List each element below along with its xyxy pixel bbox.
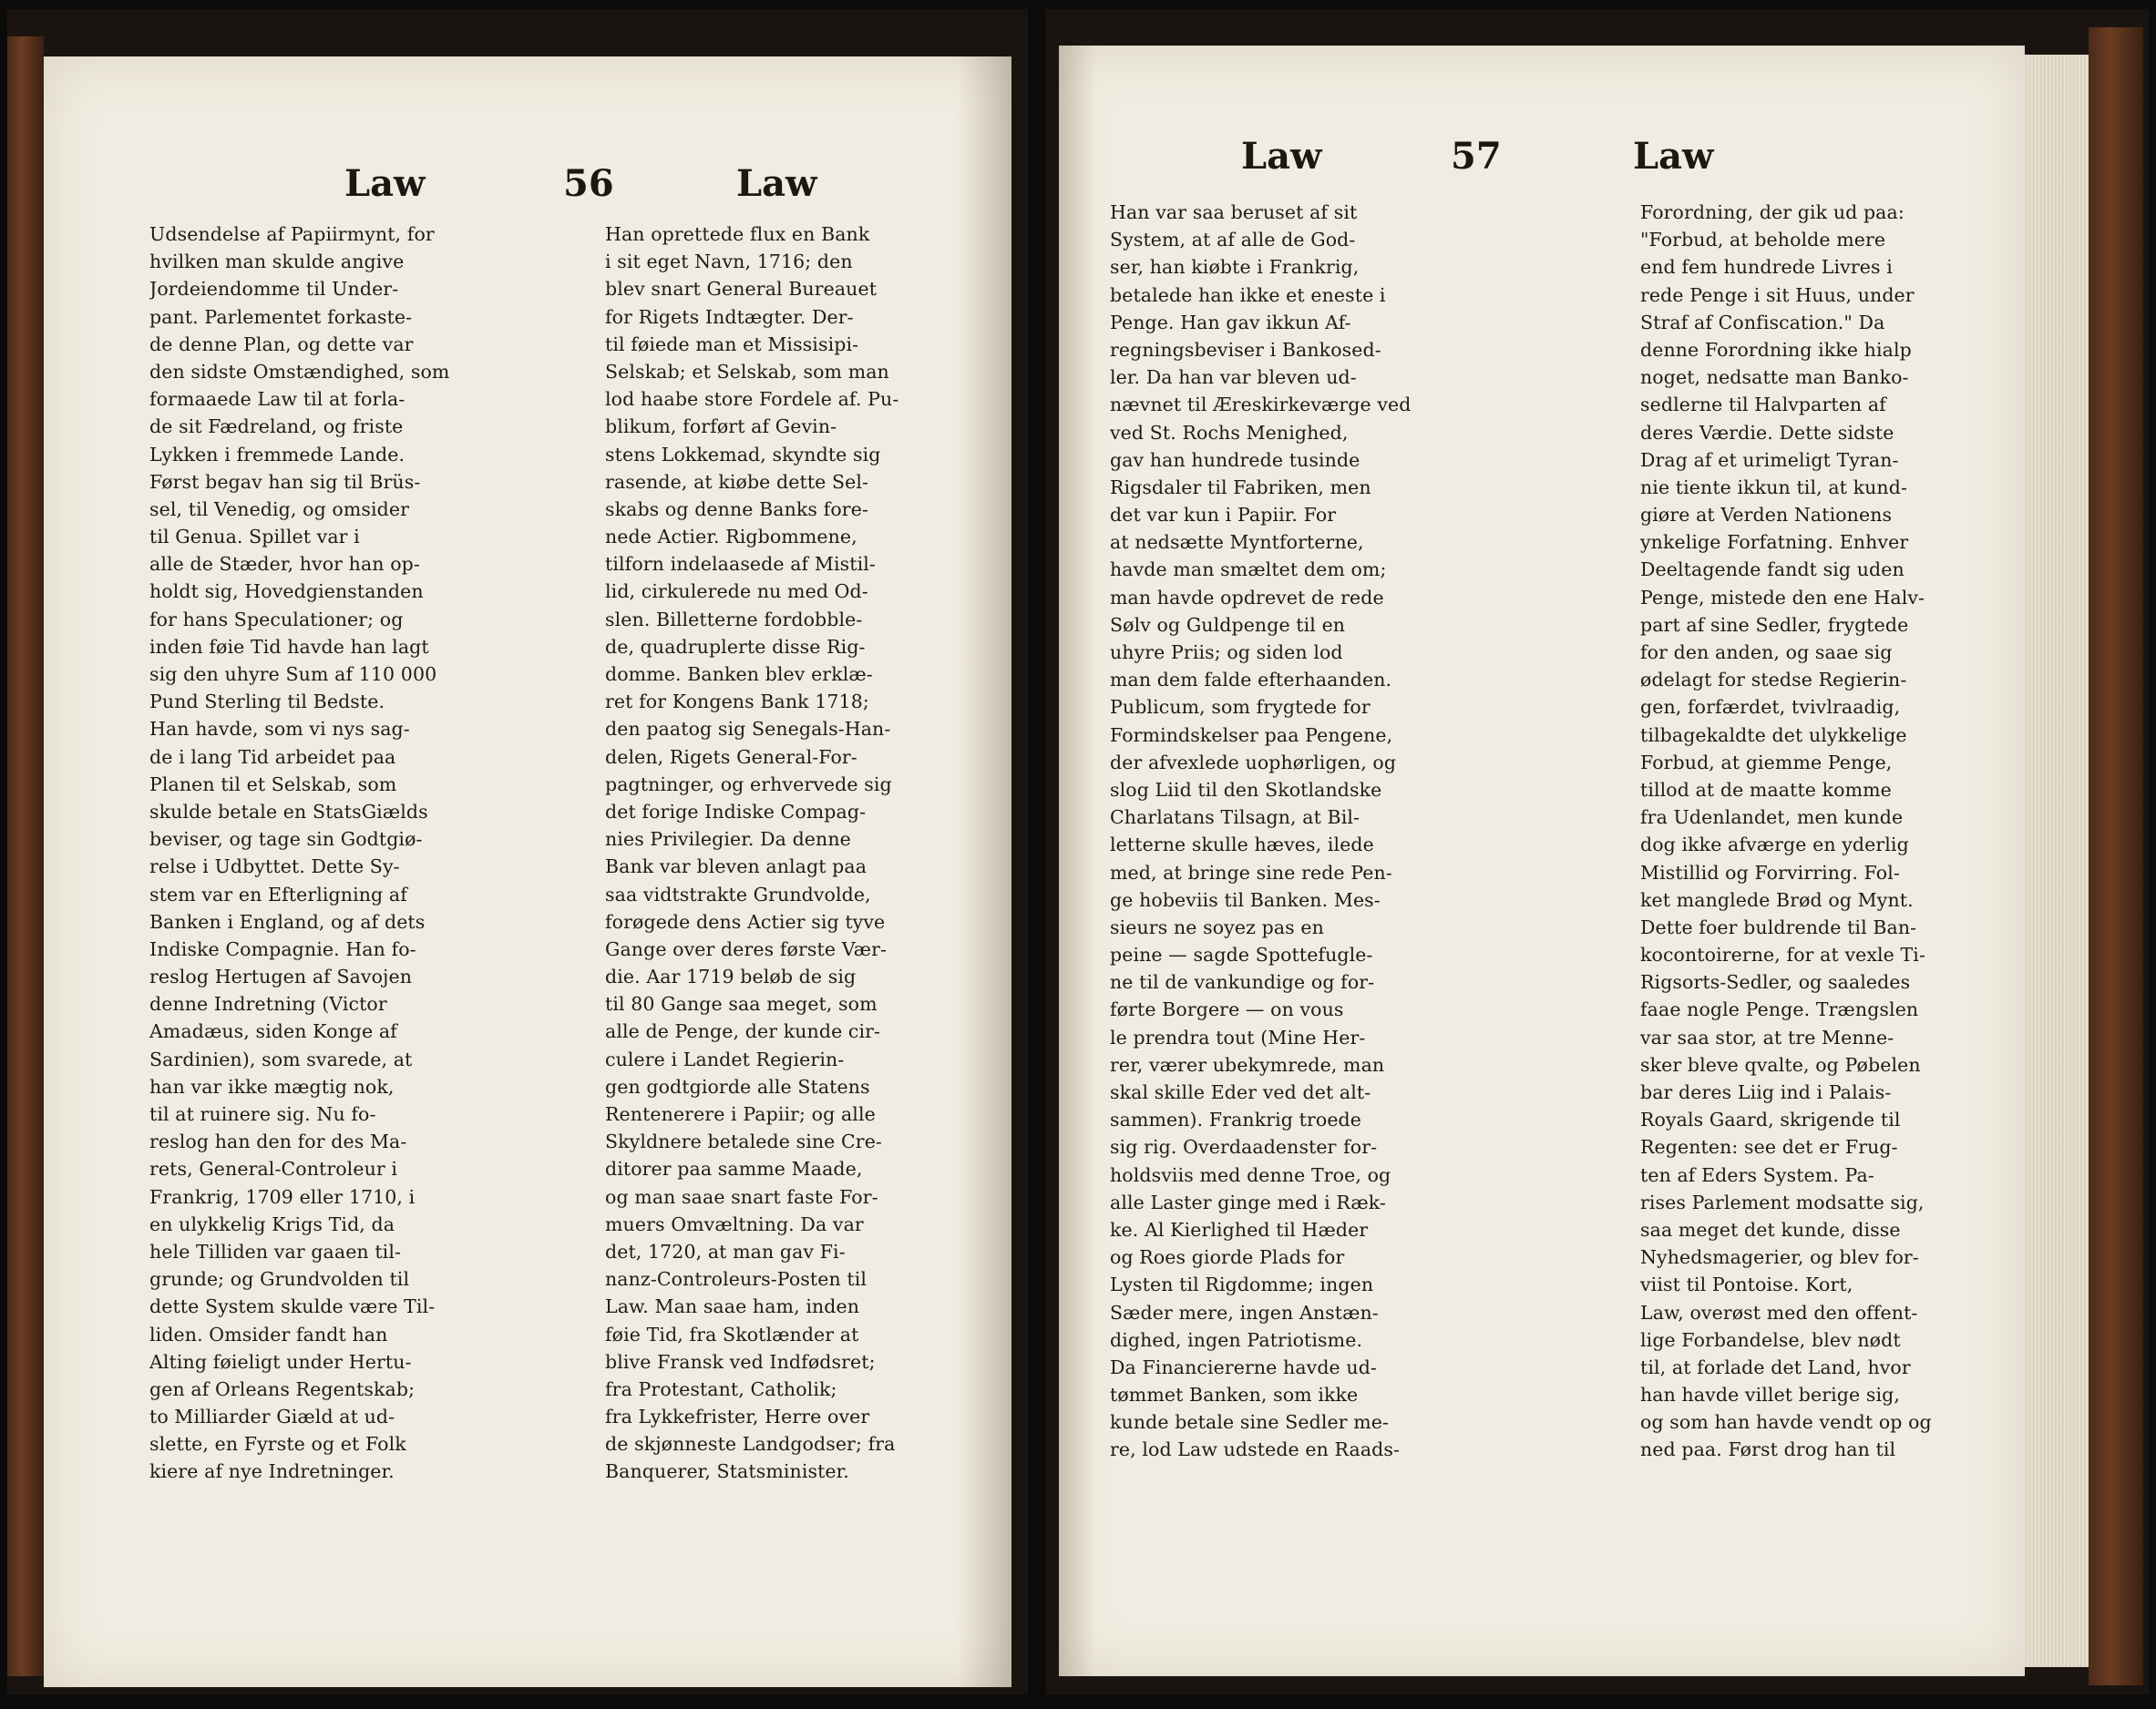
text-line: sel, til Venedig, og omsider (149, 497, 410, 520)
text-line: Forbud, at giemme Penge, (1640, 751, 1893, 773)
text-line: tømmet Banken, som ikke (1110, 1384, 1359, 1407)
text-line: en ulykkelig Krigs Tid, da (149, 1213, 395, 1235)
text-line: lige Forbandelse, blev nødt (1640, 1328, 1901, 1351)
text-line: grunde; og Grundvolden til (149, 1268, 410, 1291)
book-cover-edge (7, 36, 44, 1676)
text-line: beviser, og tage sin Godtgiø- (149, 828, 423, 851)
text-line: saa vidtstrakte Grundvolde, (605, 883, 871, 906)
text-line: System, at af alle de God- (1110, 229, 1356, 251)
text-line: de denne Plan, og dette var (149, 333, 414, 355)
text-line: lod haabe store Fordele af. Pu- (605, 388, 899, 411)
text-line: gen af Orleans Regentskab; (149, 1377, 416, 1400)
text-line: stens Lokkemad, skyndte sig (605, 443, 881, 466)
text-line: giøre at Verden Nationens (1640, 504, 1893, 527)
text-line: uhyre Priis; og siden lod (1110, 641, 1343, 663)
text-line: rets, General-Controleur i (149, 1158, 398, 1181)
text-line: ditorer paa samme Maade, (605, 1158, 863, 1181)
text-line: for Rigets Indtægter. Der- (605, 305, 854, 328)
text-line: lid, cirkulerede nu med Od- (605, 580, 868, 603)
header-left-word: Law (344, 162, 426, 205)
header-left-word: Law (1241, 135, 1322, 178)
text-line: ret for Kongens Bank 1718; (605, 691, 869, 713)
text-line: skulde betale en StatsGiælds (149, 800, 428, 823)
text-line: han havde villet berige sig, (1640, 1384, 1900, 1407)
text-line: letterne skulle hæves, ilede (1110, 834, 1374, 856)
text-line: dette System skulde være Til- (149, 1295, 436, 1318)
text-line: holdsviis med denne Troe, og (1110, 1163, 1391, 1186)
text-line: pant. Parlementet forkaste- (149, 305, 413, 328)
text-line: Dette foer buldrende til Ban- (1640, 916, 1917, 938)
text-line: le prendra tout (Mine Her- (1110, 1026, 1366, 1049)
text-line: ge hobeviis til Banken. Mes- (1110, 888, 1381, 911)
text-line: ket manglede Brød og Mynt. (1640, 888, 1914, 911)
text-line: die. Aar 1719 beløb de sig (605, 966, 857, 988)
text-line: og Roes giorde Plads for (1110, 1246, 1345, 1269)
text-line: Skyldnere betalede sine Cre- (605, 1131, 882, 1153)
text-line: tilbagekaldte det ulykkelige (1640, 723, 1907, 746)
right-page-scan (1046, 9, 2149, 1694)
text-line: liden. Omsider fandt han (149, 1323, 388, 1346)
text-line: fra Protestant, Catholik; (605, 1377, 837, 1400)
text-line: nævnet til Æreskirkeværge ved (1110, 394, 1412, 416)
text-line: det forige Indiske Compag- (605, 800, 867, 823)
text-line: for hans Speculationer; og (149, 608, 404, 630)
text-line: Law. Man saae ham, inden (605, 1295, 860, 1318)
text-line: der afvexlede uophørligen, og (1110, 751, 1397, 773)
text-line: rede Penge i sit Huus, under (1640, 283, 1915, 306)
text-line: han var ikke mægtig nok, (149, 1075, 395, 1098)
text-line: alle de Penge, der kunde cir- (605, 1020, 881, 1043)
text-line: Han var saa beruset af sit (1110, 201, 1358, 223)
text-line: end fem hundrede Livres i (1640, 256, 1893, 279)
text-line: Forordning, der gik ud paa: (1640, 201, 1904, 223)
text-line: reslog Hertugen af Savojen (149, 966, 413, 988)
text-line: Charlatans Tilsagn, at Bil- (1110, 806, 1360, 829)
text-line: sedlerne til Halvparten af (1640, 394, 1886, 416)
text-line: havde man smæltet dem om; (1110, 558, 1387, 581)
text-line: den sidste Omstændighed, som (149, 360, 450, 383)
text-line: Publicum, som frygtede for (1110, 696, 1371, 719)
text-line: forøgede dens Actier sig tyve (605, 910, 886, 933)
left-page (44, 56, 1011, 1687)
text-line: ved St. Rochs Menighed, (1110, 421, 1349, 444)
text-line: culere i Landet Regierin- (605, 1048, 845, 1070)
text-line: nanz-Controleurs-Posten til (605, 1268, 868, 1291)
text-line: førte Borgere — on vous (1110, 998, 1344, 1021)
text-line: Penge. Han gav ikkun Af- (1110, 311, 1351, 333)
text-line: "Forbud, at beholde mere (1640, 229, 1886, 251)
right-page-column-1 (1110, 199, 1474, 1464)
page-number: 56 (563, 162, 614, 205)
text-line: man dem falde efterhaanden. (1110, 669, 1392, 691)
text-line: Penge, mistede den ene Halv- (1640, 586, 1925, 609)
text-line: med, at bringe sine rede Pen- (1110, 861, 1392, 884)
text-line: Rigsorts-Sedler, og saaledes (1640, 971, 1911, 994)
text-line: dighed, ingen Patriotisme. (1110, 1328, 1363, 1351)
text-line: reslog han den for des Ma- (149, 1131, 407, 1153)
text-line: var saa stor, at tre Menne- (1640, 1026, 1894, 1049)
right-page-column-2 (1640, 199, 2005, 1464)
page-number: 57 (1451, 135, 1502, 178)
text-line: sieurs ne soyez pas en (1110, 916, 1324, 938)
text-line: tillod at de maatte komme (1640, 778, 1892, 801)
text-line: blive Fransk ved Indfødsret; (605, 1350, 876, 1373)
text-line: for den anden, og saae sig (1640, 641, 1893, 663)
text-line: saa meget det kunde, disse (1640, 1218, 1901, 1241)
text-line: Selskab; et Selskab, som man (605, 360, 889, 383)
text-line: slette, en Fyrste og et Folk (149, 1433, 406, 1456)
text-line: Udsendelse af Papiirmynt, for (149, 223, 435, 245)
text-line: Jordeiendomme til Under- (149, 278, 399, 301)
text-line: Lykken i fremmede Lande. (149, 443, 406, 466)
text-line: hele Tilliden var gaaen til- (149, 1240, 402, 1263)
left-page-column-2 (605, 220, 974, 1486)
text-line: blikum, forført af Gevin- (605, 415, 837, 438)
text-line: til, at forlade det Land, hvor (1640, 1356, 1911, 1378)
text-line: Regenten: see det er Frug- (1640, 1136, 1898, 1159)
text-line: Alting føieligt under Hertu- (149, 1350, 412, 1373)
left-page-scan (7, 9, 1028, 1694)
page-block-edge (2025, 55, 2089, 1667)
text-line: Han oprettede flux en Bank (605, 223, 870, 245)
text-line: Da Financiererne havde ud- (1110, 1356, 1377, 1378)
text-line: og man saae snart faste For- (605, 1185, 878, 1208)
text-line: slog Liid til den Skotlandske (1110, 778, 1382, 801)
text-line: Bank var bleven anlagt paa (605, 855, 868, 878)
text-line: muers Omvæltning. Da var (605, 1213, 864, 1235)
text-line: stem var en Efterligning af (149, 883, 407, 906)
text-line: føie Tid, fra Skotlænder at (605, 1323, 859, 1346)
text-line: relse i Udbyttet. Dette Sy- (149, 855, 400, 878)
text-line: Først begav han sig til Brüs- (149, 470, 421, 493)
text-line: viist til Pontoise. Kort, (1640, 1274, 1853, 1296)
text-line: denne Indretning (Victor (149, 993, 387, 1016)
text-line: hvilken man skulde angive (149, 251, 405, 273)
text-line: Pund Sterling til Bedste. (149, 691, 385, 713)
text-line: den paatog sig Senegals-Han- (605, 718, 891, 741)
text-line: ned paa. Først drog han til (1640, 1438, 1896, 1461)
text-line: Sølv og Guldpenge til en (1110, 613, 1346, 636)
text-line: Gange over deres første Vær- (605, 937, 888, 960)
text-line: ler. Da han var bleven ud- (1110, 366, 1357, 389)
text-line: Rigsdaler til Fabriken, men (1110, 476, 1371, 498)
text-line: bar deres Liig ind i Palais- (1640, 1081, 1892, 1103)
text-line: peine — sagde Spottefugle- (1110, 944, 1373, 967)
left-page-header (44, 56, 1011, 205)
text-line: alle Laster ginge med i Ræk- (1110, 1191, 1386, 1213)
gutter-shadow (1059, 46, 1095, 1676)
text-line: gen godtgiorde alle Statens (605, 1075, 870, 1098)
header-right-word: Law (1633, 135, 1714, 178)
text-line: Lysten til Rigdomme; ingen (1110, 1274, 1374, 1296)
text-line: de i lang Tid arbeidet paa (149, 745, 396, 768)
text-line: noget, nedsatte man Banko- (1640, 366, 1909, 389)
text-line: de, quadruplerte disse Rig- (605, 635, 866, 658)
text-line: formaaede Law til at forla- (149, 388, 406, 411)
text-line: Drag af et urimeligt Tyran- (1640, 448, 1899, 471)
text-line: fra Udenlandet, men kunde (1640, 806, 1904, 829)
text-line: Rentenerere i Papiir; og alle (605, 1103, 876, 1125)
text-line: slen. Billetterne fordobble- (605, 608, 863, 630)
text-line: til 80 Gange saa meget, som (605, 993, 878, 1016)
text-line: Deeltagende fandt sig uden (1640, 558, 1904, 581)
text-line: Amadæus, siden Konge af (149, 1020, 397, 1043)
text-line: nede Actier. Rigbommene, (605, 526, 857, 548)
text-line: i sit eget Navn, 1716; den (605, 251, 853, 273)
text-line: at nedsætte Myntforterne, (1110, 531, 1364, 554)
text-line: til at ruinere sig. Nu fo- (149, 1103, 376, 1125)
text-line: skabs og denne Banks fore- (605, 497, 868, 520)
text-line: Straf af Confiscation." Da (1640, 311, 1885, 333)
text-line: gen, forfærdet, tvivlraadig, (1640, 696, 1901, 719)
text-line: Banken i England, og af dets (149, 910, 426, 933)
text-line: ynkelige Forfatning. Enhver (1640, 531, 1909, 554)
text-line: Indiske Compagnie. Han fo- (149, 937, 416, 960)
right-page (1059, 46, 2025, 1676)
text-line: skal skille Eder ved det alt- (1110, 1081, 1371, 1103)
text-line: betalede han ikke et eneste i (1110, 283, 1386, 306)
text-line: deres Værdie. Dette sidste (1640, 421, 1894, 444)
text-line: pagtninger, og erhvervede sig (605, 773, 892, 795)
text-line: part af sine Sedler, frygtede (1640, 613, 1909, 636)
text-line: delen, Rigets General-For- (605, 745, 857, 768)
text-line: sker bleve qvalte, og Pøbelen (1640, 1053, 1921, 1076)
text-line: og som han havde vendt op og (1640, 1411, 1932, 1434)
text-line: regningsbeviser i Bankosed- (1110, 338, 1381, 361)
book-cover-edge (2089, 27, 2143, 1685)
text-line: ødelagt for stedse Regierin- (1640, 669, 1907, 691)
text-line: til Genua. Spillet var i (149, 526, 360, 548)
text-line: ser, han kiøbte i Frankrig, (1110, 256, 1360, 279)
text-line: Han havde, som vi nys sag- (149, 718, 410, 741)
text-line: dog ikke afværge en yderlig (1640, 834, 1909, 856)
text-line: til føiede man et Missisipi- (605, 333, 859, 355)
text-line: Law, overøst med den offent- (1640, 1301, 1918, 1324)
text-line: Formindskelser paa Pengene, (1110, 723, 1393, 746)
text-line: det var kun i Papiir. For (1110, 504, 1337, 527)
text-line: denne Forordning ikke hialp (1640, 338, 1912, 361)
text-line: sig den uhyre Sum af 110 000 (149, 663, 437, 685)
text-line: re, lod Law udstede en Raads- (1110, 1438, 1401, 1461)
text-line: Royals Gaard, skrigende til (1640, 1109, 1901, 1131)
text-line: nie tiente ikkun til, at kund- (1640, 476, 1907, 498)
text-line: ten af Eders System. Pa- (1640, 1163, 1874, 1186)
text-line: det, 1720, at man gav Fi- (605, 1240, 846, 1263)
text-line: gav han hundrede tusinde (1110, 448, 1360, 471)
text-line: faae nogle Penge. Trængslen (1640, 998, 1919, 1021)
text-line: Sæder mere, ingen Anstæn- (1110, 1301, 1379, 1324)
text-line: rasende, at kiøbe dette Sel- (605, 470, 869, 493)
text-line: rises Parlement modsatte sig, (1640, 1191, 1925, 1213)
text-line: Nyhedsmagerier, og blev for- (1640, 1246, 1919, 1269)
left-page-column-1 (149, 220, 518, 1486)
text-line: rer, værer ubekymrede, man (1110, 1053, 1385, 1076)
text-line: ke. Al Kierlighed til Hæder (1110, 1218, 1369, 1241)
text-line: de sit Fædreland, og friste (149, 415, 404, 438)
text-line: sammen). Frankrig troede (1110, 1109, 1362, 1131)
text-line: Mistillid og Forvirring. Fol- (1640, 861, 1900, 884)
text-line: alle de Stæder, hvor han op- (149, 553, 420, 576)
text-line: kocontoirerne, for at vexle Ti- (1640, 944, 1925, 967)
text-line: inden føie Tid havde han lagt (149, 635, 429, 658)
text-line: de skjønneste Landgodser; fra (605, 1433, 896, 1456)
text-line: fra Lykkefrister, Herre over (605, 1406, 870, 1428)
text-line: tilforn indelaasede af Mistil- (605, 553, 876, 576)
text-line: nies Privilegier. Da denne (605, 828, 851, 851)
right-page-header (1059, 46, 2025, 178)
text-line: to Milliarder Giæld at ud- (149, 1406, 395, 1428)
text-line: domme. Banken blev erklæ- (605, 663, 873, 685)
header-right-word: Law (736, 162, 817, 205)
text-line: man havde opdrevet de rede (1110, 586, 1384, 609)
text-line: kiere af nye Indretninger. (149, 1460, 395, 1483)
text-line: Planen til et Selskab, som (149, 773, 397, 795)
text-line: Frankrig, 1709 eller 1710, i (149, 1185, 416, 1208)
text-line: Sardinien), som svarede, at (149, 1048, 413, 1070)
text-line: Banquerer, Statsminister. (605, 1460, 849, 1483)
text-line: blev snart General Bureauet (605, 278, 878, 301)
text-line: holdt sig, Hovedgienstanden (149, 580, 424, 603)
text-line: sig rig. Overdaadenstег for- (1110, 1136, 1378, 1159)
text-line: ne til de vankundige og for- (1110, 971, 1375, 994)
text-line: kunde betale sine Sedler me- (1110, 1411, 1390, 1434)
